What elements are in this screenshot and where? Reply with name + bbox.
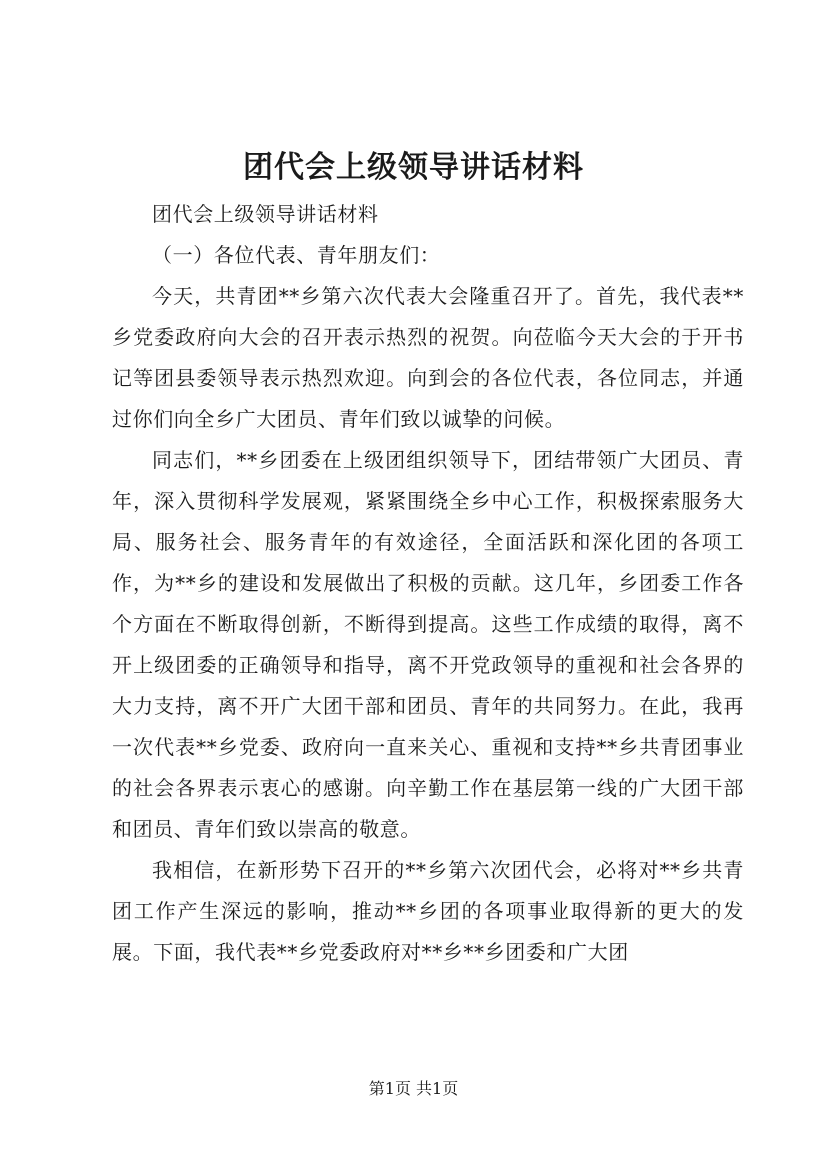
document-title: 团代会上级领导讲话材料 [243, 150, 584, 185]
page-number-footer: 第1页 共1页 [368, 1079, 459, 1098]
body-paragraph-1: 今天，共青团**乡第六次代表大会隆重召开了。首先，我代表**乡党委政府向大会的召开表示热烈的祝贺。向莅临今天大会的于开书记等团县委领导表示热烈欢迎。向到会的各位代表，各位同志，并通过你们向全乡广大团员、青年们致以诚挚的问候。 [112, 284, 744, 431]
salutation-paragraph: （一）各位代表、青年朋友们： [152, 243, 441, 267]
body-paragraph-2: 同志们，**乡团委在上级团组织领导下，团结带领广大团员、青年，深入贯彻科学发展观，紧紧围绕全乡中心工作，积极探索服务大局、服务社会、服务青年的有效途径，全面活跃和深化团的各项工作，为**乡的建设和发展做出了积极的贡献。这几年，乡团委工作各个方面在不断取得创新，不断得到提高。这些工作成绩的取得，离不开上级团委的正确领导和指导，离不开党政领导的重视和社会各界的大力支持，离不开广大团干部和团员、青年的共同努力。在此，我再一次代表**乡党委、政府向一直来关心、重视和支持**乡共青团事业的社会各界表示衷心的感谢。向辛勤工作在基层第一线的广大团干部和团员、青年们致以崇高的敬意。 [112, 448, 744, 841]
subtitle-paragraph: 团代会上级领导讲话材料 [152, 202, 379, 226]
document-body [112, 194, 744, 973]
body-paragraph-3: 我相信，在新形势下召开的**乡第六次团代会，必将对**乡共青团工作产生深远的影响，推动**乡团的各项事业取得新的更大的发展。下面，我代表**乡党委政府对**乡**乡团委和广大团 [112, 858, 744, 964]
